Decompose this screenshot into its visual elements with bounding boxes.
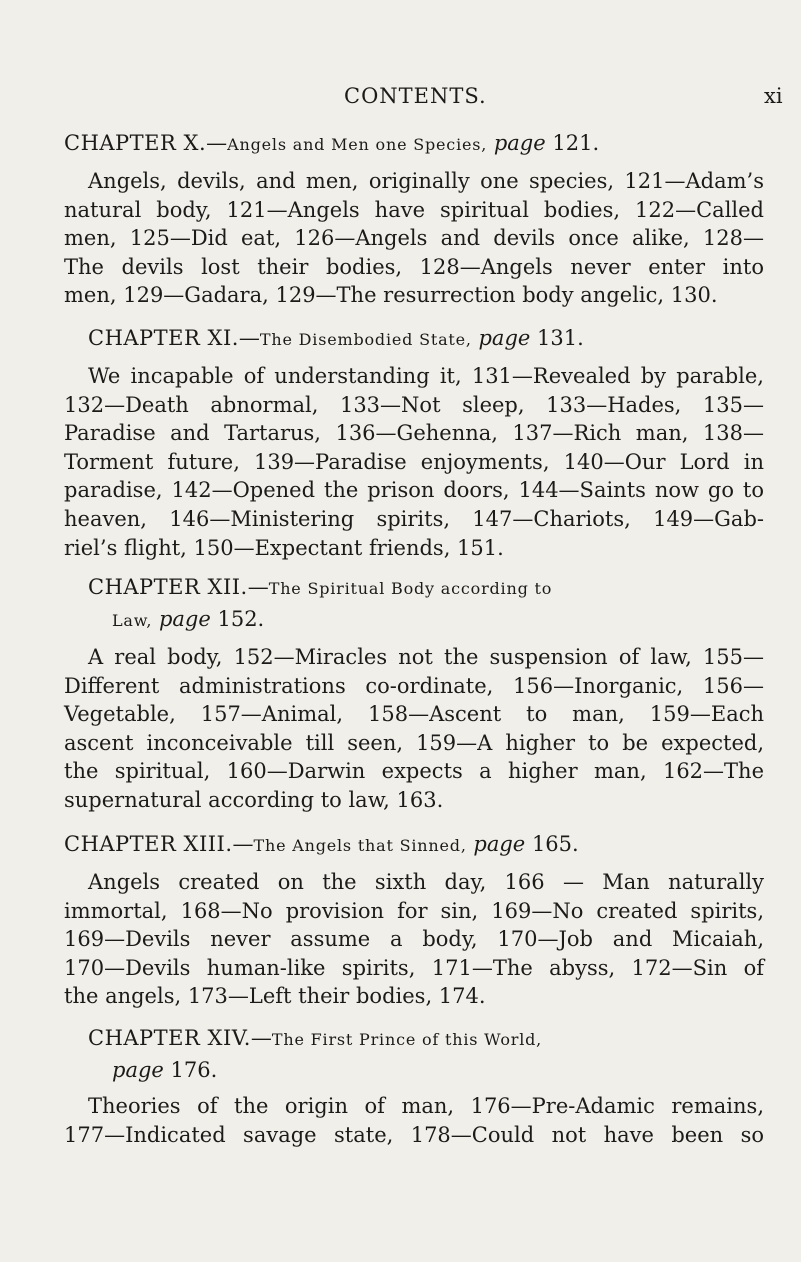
summary-line: supernatural according to law, 163. [64,787,444,812]
chapter-xiii-entry [0,827,801,1011]
chapter-title: The Angels that Sinned, [253,836,467,855]
summary-line: We incapable of understanding it, 131—Revealed by parable, [88,364,764,388]
chapter-heading: CHAPTER X.—Angels and Men one Species, page 121. [64,131,600,155]
page-label: page [493,131,546,155]
chapter-xii-entry [0,570,801,815]
chapter-page: 131. [537,326,584,350]
chapter-number: CHAPTER X. [64,131,207,155]
chapter-title: The Spiritual Body according to [268,579,553,598]
summary-line: 177—Indicated savage state, 178—Could not have been so [64,1122,764,1147]
summary-line: natural body, 121—Angels have spiritual bodies, 122—Called [64,197,764,222]
chapter-page: 152. [217,607,265,631]
summary-line: immortal, 168—No provision for sin, 169—No created spirits, [64,898,764,923]
summary-line: Different administrations co-ordinate, 156—Inorganic, 156— [64,673,764,698]
chapter-summary [64,362,764,562]
chapter-heading: CHAPTER XIII.—The Angels that Sinned, page 165. [64,832,579,856]
page-label: page [158,607,211,631]
chapter-page: 165. [531,832,579,856]
summary-line: Torment future, 139—Paradise enjoyments, 140—Our Lord in [64,449,764,474]
chapter-title: The Disembodied State, [259,330,472,349]
summary-line: Angels created on the sixth day, 166 — Man naturally [88,870,764,894]
running-head-title: CONTENTS. [344,84,487,108]
chapter-title-continuation: Law, [112,611,153,630]
summary-line: Vegetable, 157—Animal, 158—Ascent to man, 159—Each [64,702,764,727]
summary-line: heaven, 146—Ministering spirits, 147—Chariots, 149—Gab- [64,506,764,531]
chapter-title: Angels and Men one Species, [227,135,488,154]
summary-line: Angels, devils, and men, originally one species, 121—Adam’s [88,169,764,193]
summary-line: men, 129—Gadara, 129—The resurrection body angelic, 130. [64,283,718,308]
summary-line: The devils lost their bodies, 128—Angels never enter into [64,254,764,279]
chapter-title: The First Prince of this World, [271,1030,543,1049]
chapter-number: CHAPTER XIV. [88,1026,251,1050]
chapter-heading-continuation [0,1053,801,1087]
summary-line: the spiritual, 160—Darwin expects a higher man, 162—The [64,759,764,784]
page-number: xi [764,84,783,108]
summary-line: men, 125—Did eat, 126—Angels and devils once alike, 128— [64,226,764,251]
page-label: page [112,1058,164,1082]
chapter-heading: CHAPTER XII.—The Spiritual Body according to [88,575,553,599]
chapter-heading: CHAPTER XIV.—The First Prince of this World, [88,1026,543,1050]
chapter-summary [64,167,764,310]
chapter-page: 121. [552,131,600,155]
chapter-summary [64,868,764,1011]
summary-line: the angels, 173—Left their bodies, 174. [64,984,486,1009]
summary-line: 169—Devils never assume a body, 170—Job and Micaiah, [64,927,764,952]
chapter-number: CHAPTER XI. [88,326,239,350]
summary-line: ascent inconceivable till seen, 159—A higher to be expected, [64,730,764,755]
chapter-x-entry [0,126,801,310]
summary-line: A real body, 152—Miracles not the suspension of law, 155— [88,645,764,669]
chapter-xi-entry [0,321,801,562]
summary-line: Theories of the origin of man, 176—Pre-Adamic remains, [88,1094,764,1118]
page-label: page [473,832,526,856]
chapter-summary [64,643,764,815]
summary-line: 132—Death abnormal, 133—Not sleep, 133—Hades, 135— [64,392,764,417]
chapter-heading: CHAPTER XI.—The Disembodied State, page 131. [88,326,584,350]
chapter-page: 176. [170,1058,218,1082]
chapter-xiv-entry [0,1021,801,1149]
summary-line: riel’s flight, 150—Expectant friends, 151. [64,535,504,560]
chapter-number: CHAPTER XII. [88,575,248,599]
summary-line: 170—Devils human-like spirits, 171—The abyss, 172—Sin of [64,955,764,980]
chapter-summary [64,1092,764,1149]
summary-line: Paradise and Tartarus, 136—Gehenna, 137—Rich man, 138— [64,421,764,446]
page-label: page [478,326,531,350]
summary-line: paradise, 142—Opened the prison doors, 144—Saints now go to [64,478,764,503]
chapter-heading-continuation [0,602,801,638]
chapter-number: CHAPTER XIII. [64,832,233,856]
